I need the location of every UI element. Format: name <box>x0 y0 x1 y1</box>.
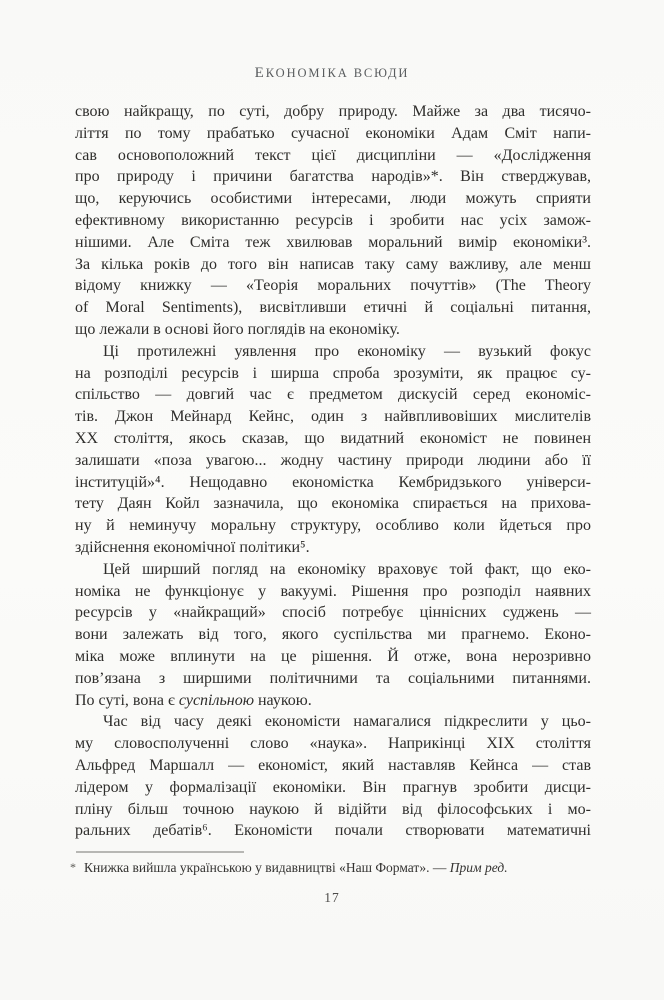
text-segment: інституцій»⁴. Нещодавно економістка Кембридзького універси- <box>75 473 591 491</box>
text-line <box>75 232 591 254</box>
text-line <box>75 799 591 821</box>
text-line <box>75 210 591 232</box>
text-segment: му словосполученні слово «наука». Наприкінці XIX століття <box>75 735 591 753</box>
text-segment: лідером у формалізації економіки. Він прагнув зробити дисци- <box>75 778 591 796</box>
text-segment: свою найкращу, по суті, добру природу. Майже за два тисячо- <box>75 103 591 120</box>
text-line <box>75 559 591 581</box>
text-segment: спільство — довгий час є предметом дискусій серед економіс- <box>75 386 591 404</box>
body-text <box>75 101 591 842</box>
text-segment: пліну більш точною наукою й відійти від філософських і мо- <box>75 800 591 818</box>
text-segment: ресурсів у «найкращий» спосіб потребує ціннісних суджень — <box>75 604 591 622</box>
running-head: ЕКОНОМІКА ВСЮДИ <box>254 65 410 81</box>
text-segment: тету Даян Койл зазначила, що економіка спирається на прихова- <box>75 495 591 513</box>
text-segment: міка може вплинути на це рішення. Й отже, вона нерозривно <box>75 647 591 665</box>
text-line <box>75 602 591 624</box>
text-segment: Цей ширший погляд на економіку враховує той факт, що еко- <box>103 560 591 578</box>
text-segment: вони залежать від того, якого суспільства ми прагнемо. Еконо- <box>75 626 591 644</box>
text-line <box>75 624 591 646</box>
text-line <box>75 515 591 537</box>
text-line <box>75 690 591 712</box>
text-line <box>75 145 591 167</box>
text-line <box>75 777 591 799</box>
text-segment: тів. Джон Мейнард Кейнс, один з найвпливовіших мислителів <box>75 408 591 426</box>
text-segment: що, керуючись особистими інтересами, люди можуть сприяти <box>75 190 591 208</box>
text-segment: По суті, вона є <box>75 691 179 709</box>
page-number: 17 <box>324 890 340 905</box>
text-segment: ральних дебатів⁶. Економісти почали створювати математичні <box>75 822 591 840</box>
text-segment: сав основоположний текст цієї дисципліни — «Дослідження <box>75 146 591 164</box>
text-line <box>75 123 591 145</box>
text-segment: наукою. <box>253 691 312 709</box>
footnote <box>70 859 590 877</box>
text-line <box>75 450 591 472</box>
text-segment: відому книжку — «Теорія моральних почуттів» (The Theory <box>75 277 591 295</box>
paragraph <box>75 341 591 559</box>
text-line <box>75 472 591 494</box>
text-segment: залишати «поза увагою... жодну частину природи людини або її <box>75 451 591 469</box>
paragraph <box>75 101 591 341</box>
text-line <box>75 428 591 450</box>
italic-text: Прим ред. <box>449 860 508 875</box>
text-segment: Альфред Маршалл — економіст, який наставляв Кейнса — став <box>75 756 591 774</box>
footnote-text <box>84 859 508 877</box>
text-line <box>75 755 591 777</box>
footnote-separator <box>76 851 244 853</box>
footnote-marker: * <box>70 860 76 874</box>
text-segment: що лежали в основі його поглядів на економіку. <box>75 320 400 338</box>
text-segment: Книжка вийшла українською у видавництві «Наш Формат». — <box>84 860 450 875</box>
text-line <box>75 493 591 515</box>
text-segment: Час від часу деякі економісти намагалися підкреслити у цьо- <box>103 713 591 731</box>
text-line <box>75 101 591 123</box>
paragraph <box>75 711 591 842</box>
text-line <box>75 254 591 276</box>
text-line <box>75 537 591 559</box>
text-segment: ефективному використанню ресурсів і зробити нас усіх замож- <box>75 211 591 229</box>
text-line <box>75 668 591 690</box>
text-line <box>75 581 591 603</box>
text-segment: здійснення економічної політики⁵. <box>75 538 310 556</box>
text-segment: номіка не функціонує у вакуумі. Рішення про розподіл наявних <box>75 582 591 600</box>
paragraph <box>75 559 591 712</box>
text-segment: of Moral Sentiments), висвітливши етичні й соціальні питання, <box>75 299 591 317</box>
text-line <box>75 166 591 188</box>
text-line <box>75 406 591 428</box>
text-line <box>75 733 591 755</box>
text-line <box>75 297 591 319</box>
text-line <box>75 319 591 341</box>
italic-text: суспільною <box>178 691 254 709</box>
text-line <box>75 384 591 406</box>
text-segment: ліття по тому прабатько сучасної економіки Адам Сміт напи- <box>75 124 591 142</box>
text-line <box>75 363 591 385</box>
text-segment: про природу і причини багатства народів»*. Він стверджував, <box>75 168 591 186</box>
text-segment: Ці протилежні уявлення про економіку — вузький фокус <box>103 342 591 360</box>
text-segment: За кілька років до того він написав таку саму важливу, але менш <box>75 255 591 273</box>
text-line <box>75 646 591 668</box>
text-segment: на розподілі ресурсів і ширша спроба зрозуміти, як працює су- <box>75 364 591 382</box>
text-segment: нішими. Але Сміта теж хвилював моральний вимір економіки³. <box>75 233 591 251</box>
text-line <box>75 820 591 842</box>
text-line <box>75 188 591 210</box>
text-line <box>75 275 591 297</box>
text-segment: ну й неминучу моральну структуру, особливо коли йдеться про <box>75 517 591 535</box>
text-line <box>75 711 591 733</box>
text-line <box>75 341 591 363</box>
text-segment: ХХ століття, якось сказав, що видатний економіст не повинен <box>75 429 591 447</box>
text-segment: пов’язана з ширшими політичними та соціальними питаннями. <box>75 669 591 687</box>
